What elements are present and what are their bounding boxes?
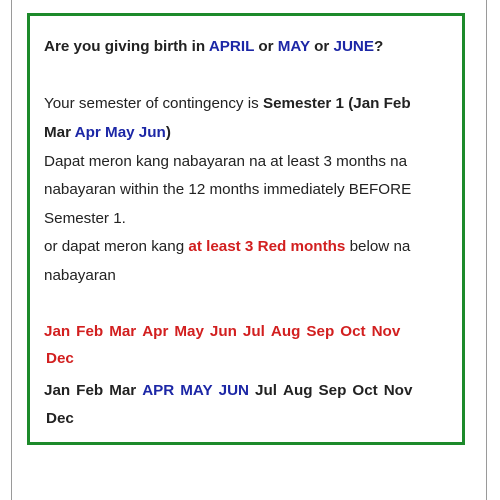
semester-line-2: Mar Apr May Jun) [44,124,171,141]
semester-months-highlight: Apr May Jun [74,124,166,141]
month-chip: Apr [142,323,169,340]
month-chip-highlight: JUN [218,382,250,399]
month-chip: Jul [242,323,265,340]
month-chip: Sep [318,382,347,399]
month-april: APRIL [208,38,255,55]
rule-line-1: Dapat meron kang nabayaran na at least 3 months na [44,153,408,170]
month-chip-highlight: APR [142,382,175,399]
month-chip: Jun [209,323,237,340]
month-chip: Sep [306,323,335,340]
red-month-row-wrap [46,350,80,367]
rule-line-2: nabayaran within the 12 months immediately BEFORE [44,181,412,198]
rule-line-3: Semester 1. [44,210,126,227]
month-chip: Aug [270,323,301,340]
red-months-note: at least 3 Red months [188,238,346,255]
month-chip: Mar [109,323,137,340]
red-month-row [44,323,406,340]
page-right-border [486,0,487,500]
alt-rule-line-2: nabayaran [44,267,116,284]
month-chip: Feb [76,382,104,399]
month-june: JUNE [333,38,375,55]
semester-name: Semester 1 (Jan Feb [262,95,411,112]
month-chip: Dec [46,350,74,367]
semester-line-1: Your semester of contingency is Semester 1 (Jan Feb [44,95,411,112]
month-chip: Jul [255,382,277,399]
alt-rule-line-1: or dapat meron kang at least 3 Red months below na [44,238,411,255]
birth-question: Are you giving birth in APRIL or MAY or JUNE? [44,38,384,55]
month-chip-highlight: MAY [180,382,213,399]
normal-month-row-wrap [46,410,80,427]
month-may: MAY [277,38,310,55]
month-chip: May [174,323,204,340]
month-chip: Feb [76,323,104,340]
month-chip: Dec [46,410,74,427]
month-chip: Aug [282,382,313,399]
month-chip: Oct [340,323,366,340]
page-left-border [11,0,12,500]
month-chip: Jan [44,382,71,399]
month-chip: Nov [383,382,413,399]
info-card [27,13,465,445]
month-chip: Nov [371,323,401,340]
month-chip: Mar [109,382,137,399]
month-chip: Oct [352,382,378,399]
month-chip: Jan [44,323,71,340]
normal-month-row [44,382,418,399]
